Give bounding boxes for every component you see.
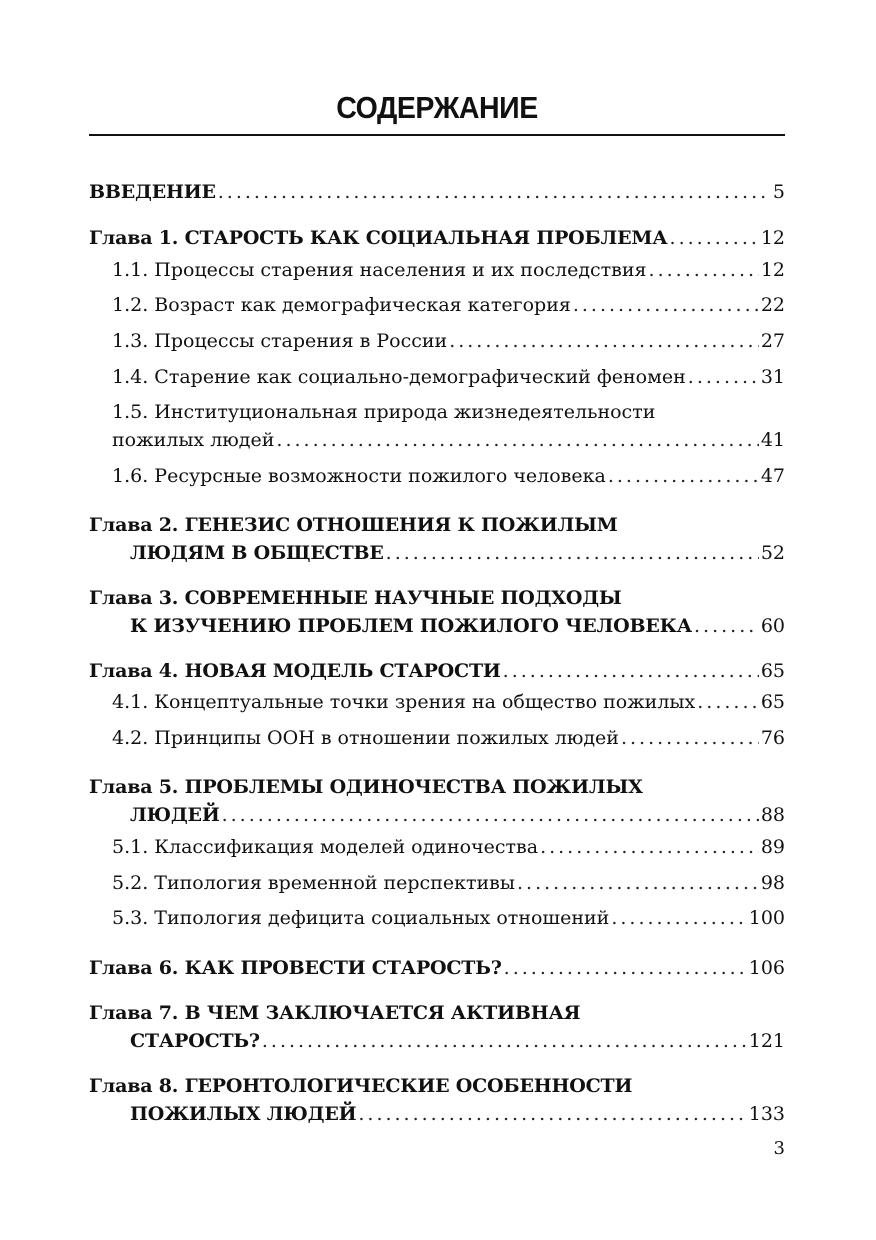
dot-leader [649, 255, 759, 285]
toc-entry-section-1-5-line-2[interactable] [112, 425, 785, 455]
toc-entry-chapter-6[interactable] [89, 953, 785, 983]
dot-leader [621, 723, 759, 753]
toc-entry-chapter-2-line-1[interactable] [89, 510, 785, 540]
dot-leader [449, 326, 759, 356]
toc-entry-label: Глава 4. НОВАЯ МОДЕЛЬ СТАРОСТИ [89, 660, 501, 682]
toc-page-number: 98 [760, 872, 785, 894]
toc-entry-chapter-3-line-1[interactable] [89, 583, 785, 613]
dot-leader [697, 687, 759, 717]
page-title: СОДЕРЖАНИЕ [336, 90, 538, 125]
toc-page-number: 31 [760, 366, 785, 388]
folio-page-number: 3 [773, 1138, 785, 1159]
toc-entry-label: К ИЗУЧЕНИЮ ПРОБЛЕМ ПОЖИЛОГО ЧЕЛОВЕКА [130, 615, 693, 637]
toc-entry-section-1-6[interactable] [112, 461, 785, 491]
toc-entry-chapter-3-line-2[interactable] [130, 611, 785, 641]
toc-entry-chapter-7-line-2[interactable] [130, 1026, 785, 1056]
toc-page-number: 121 [748, 1030, 785, 1052]
toc-entry-label: 1.4. Старение как социально-демографический феномен [112, 366, 686, 388]
toc-entry-label: 5.3. Типология дефицита социальных отношений [112, 907, 610, 929]
toc-page-number: 60 [760, 615, 785, 637]
toc-entry-label: пожилых людей [112, 429, 275, 451]
toc-page-number: 41 [760, 429, 785, 451]
toc-entry-chapter-1[interactable] [89, 223, 785, 253]
toc-entry-label: 1.3. Процессы старения в России [112, 330, 448, 352]
toc-entry-label: Глава 1. СТАРОСТЬ КАК СОЦИАЛЬНАЯ ПРОБЛЕМА [89, 227, 668, 249]
toc-entry-section-1-3[interactable] [112, 326, 785, 356]
toc-entry-chapter-5-line-2[interactable] [130, 800, 785, 830]
toc-entry-section-1-5-line-1[interactable] [112, 397, 785, 427]
toc-entry-section-5-3[interactable] [112, 903, 785, 933]
toc-entry-label: СТАРОСТЬ? [130, 1030, 260, 1052]
toc-entry-label: 1.5. Институциональная природа жизнедеятельности [112, 401, 656, 423]
toc-entry-label: 5.1. Классификация моделей одиночества [112, 836, 539, 858]
toc-page-number: 52 [760, 542, 785, 564]
toc-entry-label: 4.2. Принципы ООН в отношении пожилых людей [112, 727, 619, 749]
dot-leader [694, 611, 759, 641]
toc-entry-label: ЛЮДЯМ В ОБЩЕСТВЕ [130, 542, 384, 564]
toc-entry-chapter-5-line-1[interactable] [89, 772, 785, 802]
dot-leader [608, 461, 759, 491]
toc-page-number: 76 [760, 727, 785, 749]
toc-entry-label: 1.1. Процессы старения населения и их последствия [112, 259, 647, 281]
toc-entry-label: ПОЖИЛЫХ ЛЮДЕЙ [130, 1103, 357, 1125]
dot-leader [504, 953, 747, 983]
toc-entry-chapter-8-line-1[interactable] [89, 1071, 785, 1101]
toc-page-number: 106 [748, 957, 785, 979]
toc-entry-section-1-4[interactable] [112, 362, 785, 392]
toc-page-number: 88 [760, 804, 785, 826]
toc-page-number: 133 [748, 1103, 785, 1125]
dot-leader [276, 425, 758, 455]
toc-entry-label: ВВЕДЕНИЕ [89, 181, 216, 203]
toc-page-number: 47 [760, 465, 785, 487]
dot-leader [386, 538, 759, 568]
toc-page-number: 89 [760, 836, 785, 858]
toc-entry-chapter-4[interactable] [89, 656, 785, 686]
toc-entry-label: Глава 7. В ЧЕМ ЗАКЛЮЧАЕТСЯ АКТИВНАЯ [89, 1002, 581, 1024]
toc-entry-label: Глава 5. ПРОБЛЕМЫ ОДИНОЧЕСТВА ПОЖИЛЫХ [89, 776, 643, 798]
dot-leader [540, 832, 759, 862]
toc-entry-label: 5.2. Типология временной перспективы [112, 872, 515, 894]
dot-leader [503, 656, 759, 686]
toc-entry-label: 1.2. Возраст как демографическая категория [112, 294, 571, 316]
toc-entry-label: ЛЮДЕЙ [130, 804, 220, 826]
toc-entry-section-4-2[interactable] [112, 723, 785, 753]
toc-page-number: 5 [772, 181, 785, 203]
dot-leader [517, 868, 759, 898]
toc-entry-section-1-1[interactable] [112, 255, 785, 285]
dot-leader [573, 290, 759, 320]
toc-page-number: 12 [760, 227, 785, 249]
dot-leader [262, 1026, 747, 1056]
toc-entry-chapter-2-line-2[interactable] [130, 538, 785, 568]
dot-leader [358, 1099, 746, 1129]
toc-page-number: 27 [760, 330, 785, 352]
toc-page-number: 12 [760, 259, 785, 281]
toc-entry-label: Глава 8. ГЕРОНТОЛОГИЧЕСКИЕ ОСОБЕННОСТИ [89, 1075, 633, 1097]
dot-leader [688, 362, 759, 392]
toc-entry-section-4-1[interactable] [112, 687, 785, 717]
toc-entry-section-1-2[interactable] [112, 290, 785, 320]
dot-leader [218, 177, 771, 207]
toc-entry-section-5-2[interactable] [112, 868, 785, 898]
toc-page-number: 100 [748, 907, 785, 929]
toc-entry-chapter-8-line-2[interactable] [130, 1099, 785, 1129]
toc-page-number: 65 [760, 660, 785, 682]
toc-entry-label: 4.1. Концептуальные точки зрения на общество пожилых [112, 691, 696, 713]
toc-entry-introduction[interactable] [89, 177, 785, 207]
dot-leader [222, 800, 759, 830]
toc-entry-label: Глава 3. СОВРЕМЕННЫЕ НАУЧНЫЕ ПОДХОДЫ [89, 587, 622, 609]
dot-leader [670, 223, 759, 253]
title-divider [89, 134, 785, 136]
toc-entry-label: Глава 2. ГЕНЕЗИС ОТНОШЕНИЯ К ПОЖИЛЫМ [89, 514, 618, 536]
toc-entry-label: 1.6. Ресурсные возможности пожилого человека [112, 465, 606, 487]
toc-page-number: 22 [760, 294, 785, 316]
toc-entry-chapter-7-line-1[interactable] [89, 998, 785, 1028]
toc-entry-section-5-1[interactable] [112, 832, 785, 862]
toc-entry-label: Глава 6. КАК ПРОВЕСТИ СТАРОСТЬ? [89, 957, 502, 979]
toc-page-number: 65 [760, 691, 785, 713]
dot-leader [611, 903, 746, 933]
